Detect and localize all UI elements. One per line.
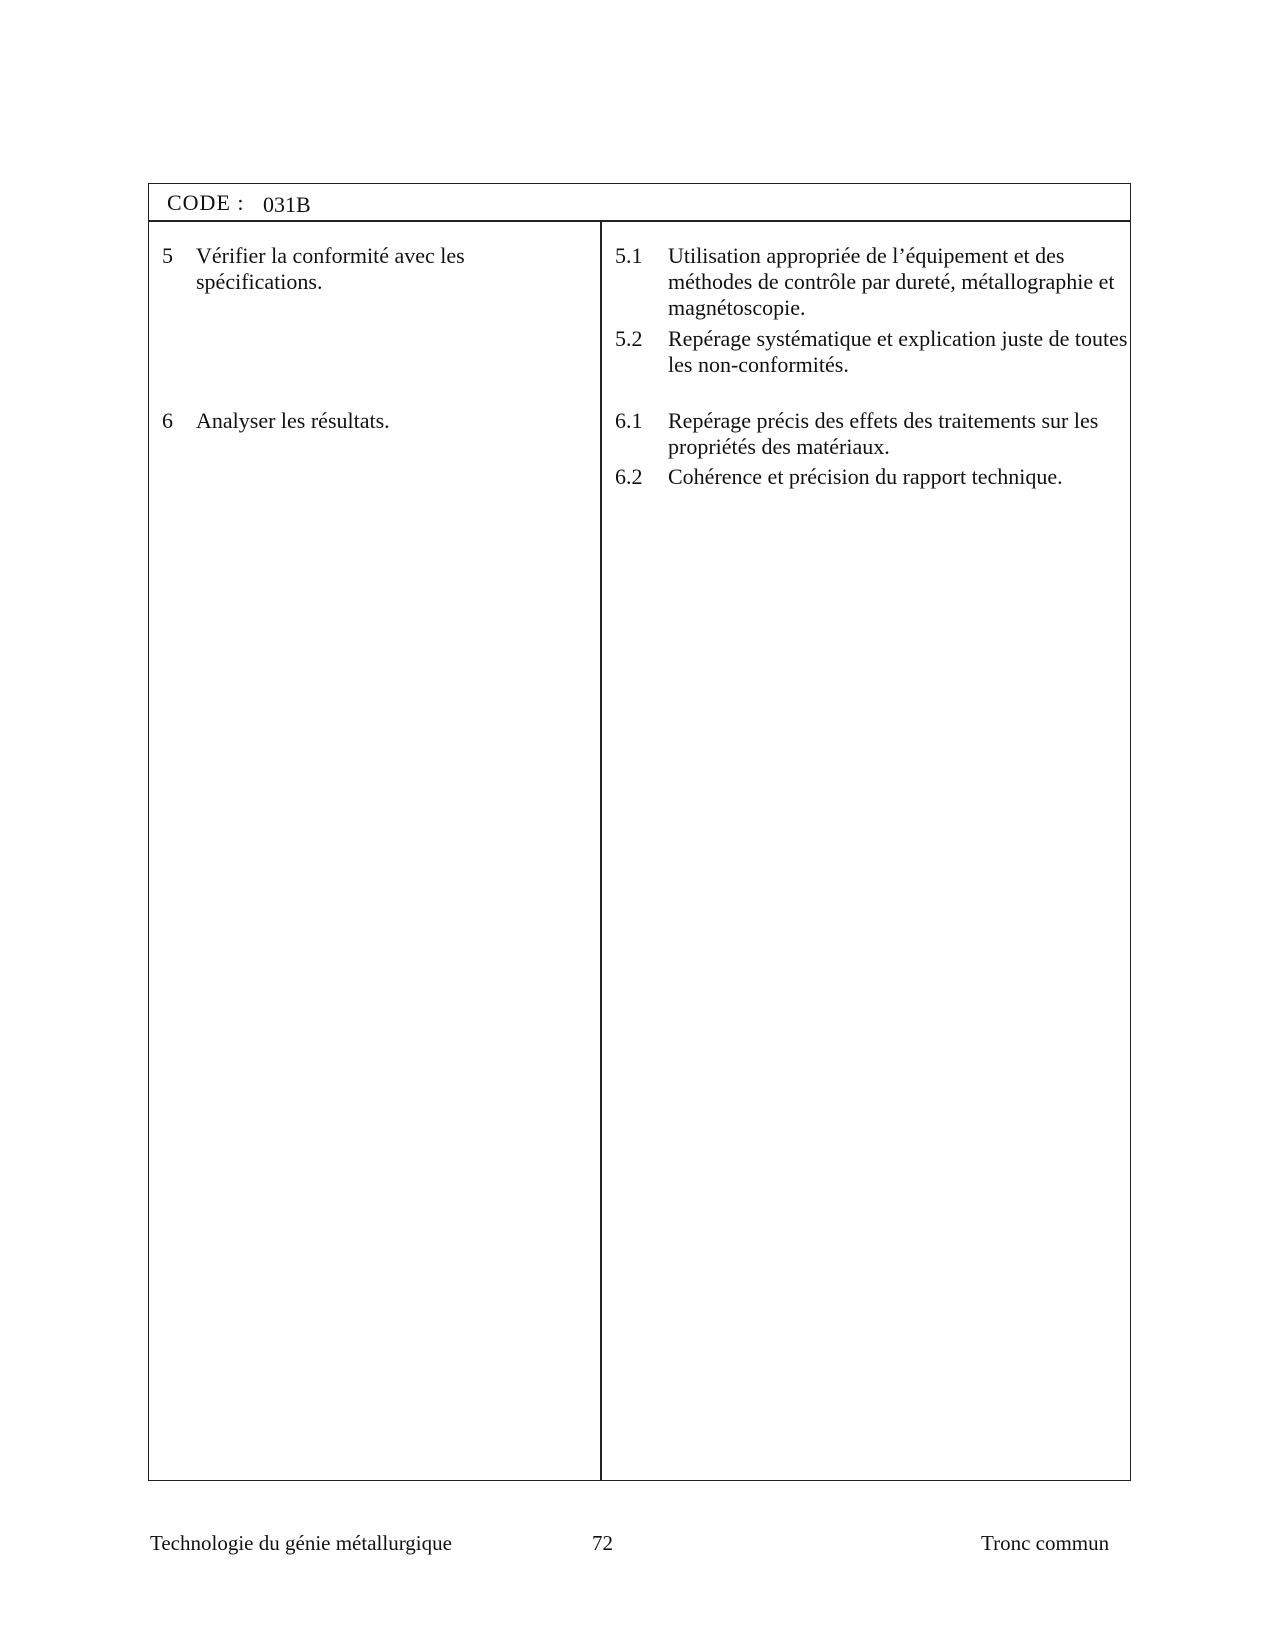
- element-number: 6: [162, 408, 173, 433]
- criterion-text: Repérage précis des effets des traitements sur les propriétés des matériaux.: [668, 408, 1099, 459]
- column-divider: [600, 222, 602, 1480]
- criterion-text: Utilisation appropriée de l’équipement et des méthodes de contrôle par dureté, métallographie et magnétoscopie.: [668, 243, 1115, 320]
- code-label: CODE :: [167, 190, 245, 215]
- criterion-text: Cohérence et précision du rapport technique.: [668, 464, 1063, 489]
- element-text: Vérifier la conformité avec les spécifications.: [196, 243, 465, 294]
- element-text: Analyser les résultats.: [196, 408, 390, 433]
- footer-page-number: 72: [592, 1531, 613, 1555]
- footer-section-name: Tronc commun: [981, 1531, 1110, 1555]
- criterion-number: 6.2: [615, 464, 643, 489]
- element-number: 5: [162, 243, 173, 268]
- criterion-number: 5.1: [615, 243, 643, 268]
- criterion-number: 5.2: [615, 326, 643, 351]
- code-header-row: [149, 184, 1130, 222]
- footer-program-title: Technologie du génie métallurgique: [150, 1531, 452, 1555]
- criterion-number: 6.1: [615, 408, 643, 433]
- competency-table: [148, 183, 1131, 1481]
- criterion-text: Repérage systématique et explication juste de toutes les non-conformités.: [668, 326, 1128, 377]
- code-value: 031B: [263, 192, 311, 217]
